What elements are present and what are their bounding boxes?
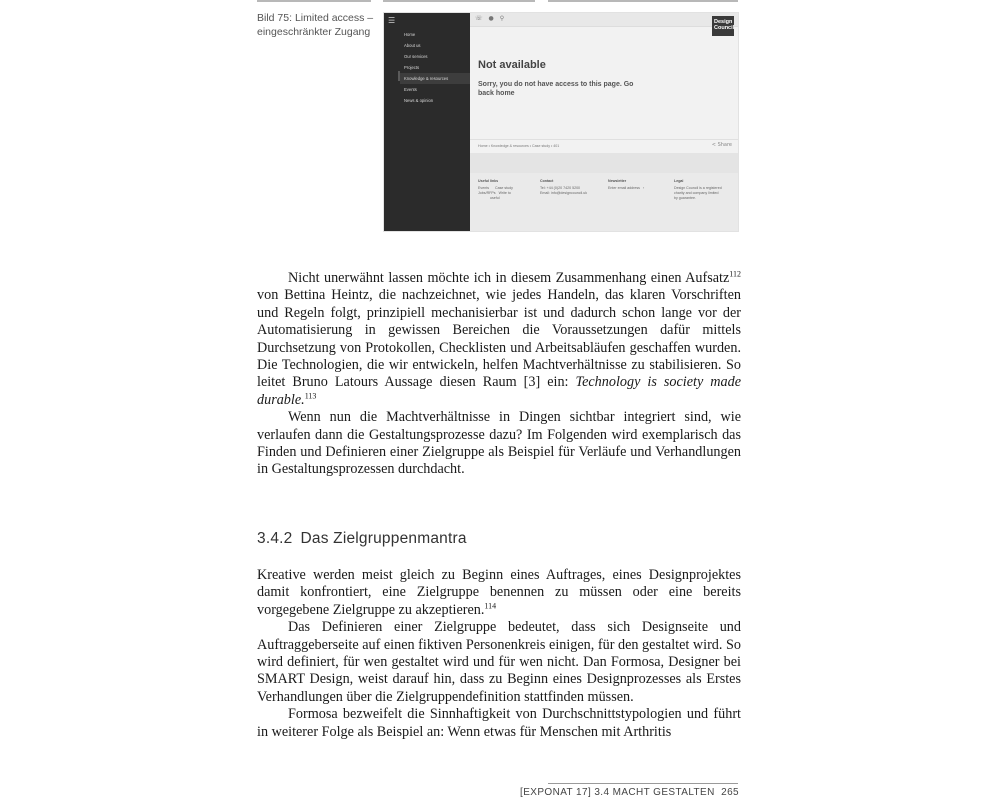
figure-footer-line: Enter email address › (608, 186, 645, 190)
share-icon: < (711, 142, 716, 148)
figure-footer-line: by guarantee. (674, 196, 696, 200)
figure-footer-line: useful (478, 196, 500, 200)
figure-nav-item: Knowledge & resources (400, 73, 470, 84)
figure-footer-line: Email: info@designcouncil.uk (540, 191, 587, 195)
figure-screenshot (383, 12, 739, 232)
figure-heading: Not available (478, 59, 546, 71)
section-title: Das Zielgruppenmantra (300, 530, 467, 547)
figure-footer-line: Jobs/RFPs Write to (478, 191, 511, 195)
design-council-logo: Design Council (712, 16, 734, 36)
figure-nav (400, 29, 470, 106)
paragraph-5: Formosa bezweifelt die Sinnhaftigkeit von Durchschnittstypologien und führt in weiterer Folge als Beispiel an: Wenn etwas für Menschen mit Arthritis (257, 706, 741, 740)
paragraph-4: Das Definieren einer Zielgruppe bedeutet, dass sich Designseite und Auftraggeberseite auf einen fiktiven Personenkreis einigen, für den gestaltet wird. So wird definiert, für wen gestaltet wird und für wen nicht. Dan Formosa, Designer bei SMART Design, weist darauf hin, dass zu Beginn eines Designprozesses als Erstes Verhandlungen über die Zielgruppendefinition stattfinden müssen. (257, 619, 741, 705)
figure-nav-item: Home (404, 32, 416, 37)
paragraph-1: Nicht unerwähnt lassen möchte ich in diesem Zusammenhang einen Aufsatz$^{112}$ von Bettina Heintz, die nachzeichnet, wie jedes Handeln, das klaren Vorschriften und Regeln folgt, prinzipiell mechanisierbar ist und dadurch schon lange vor der Automatisierung in gewissen Bereichen die Voraussetzungen dafür mittels Durchsetzung von Protokollen, Checklisten und Arbeitsabläufen geschaffen wurden. Die Technologien, die wir entwickeln, helfen Machtverhältnisse zu stabilisieren. So leitet Bruno Latours Aussage diesen Raum [3] ein: Technology is society made durable.$^{113}$ (257, 269, 742, 408)
search-icon: ⚲ (499, 15, 511, 22)
figure-sidebar (384, 13, 470, 231)
page-number: 265 (721, 787, 739, 798)
top-rule-mid (383, 0, 535, 2)
body-text-upper (257, 270, 741, 479)
figure-footer-column (540, 179, 587, 196)
figure-nav-item: Our services (404, 54, 428, 59)
caption-line-1: Bild 75: Limited access – (257, 12, 374, 24)
paragraph-2: Wenn nun die Machtverhältnisse in Dingen sichtbar integriert sind, wie verlaufen dann die Gestaltungsprozesse dazu? Im Folgenden wird exemplarisch das Finden und Definieren einer Zielgruppe als Beispiel für Verläufe und Verhandlungen in Gestaltungsprozessen durchdacht. (257, 409, 741, 478)
top-rule-right (548, 0, 738, 2)
figure-caption (257, 12, 377, 39)
footer-rule (548, 783, 738, 784)
figure-nav-item: Events (404, 87, 417, 92)
figure-nav-item: News & opinion (404, 98, 434, 103)
user-icon: ● (488, 15, 500, 22)
body-text-lower (257, 567, 741, 741)
paragraph-3: Kreative werden meist gleich zu Beginn eines Auftrages, eines Designprojektes damit konfrontiert, eine Zielgruppe benennen zu müssen oder eine bereits vorgegebene Zielgruppe zu akzeptieren.$^{114}$ (257, 567, 741, 618)
menu-icon: ☰ (388, 16, 396, 25)
figure-message: Sorry, you do not have access to this page. Go back home (478, 81, 634, 97)
figure-breadcrumb: Home • Knowledge & resources • Case study • 401 (478, 144, 560, 148)
section-heading (257, 530, 467, 548)
figure-top-icons (475, 15, 510, 22)
figure-footer-heading: Useful links (478, 179, 499, 183)
figure-footer-heading: Newsletter (608, 179, 627, 183)
figure-footer-band (470, 153, 739, 173)
phone-icon: ☏ (475, 15, 489, 22)
top-rule-left (257, 0, 371, 2)
figure-nav-item: About us (404, 43, 421, 48)
figure-footer-heading: Legal (674, 179, 684, 183)
figure-footer-line: Tel: +44 (0)20 7420 5200 (540, 186, 581, 190)
figure-footer-column (478, 179, 513, 201)
figure-footer-line: Design Council is a registered (674, 186, 722, 190)
section-number: 3.4.2 (257, 530, 293, 547)
figure-share: < Share (711, 142, 732, 148)
figure-footer-line: Events Case study (478, 186, 513, 190)
figure-footer-line: charity and company limited (674, 191, 719, 195)
figure-footer-column (608, 179, 644, 191)
figure-topbar (470, 13, 739, 27)
caption-line-2: eingeschränkter Zugang (257, 25, 371, 38)
figure-footer-column (674, 179, 722, 201)
figure-main (470, 13, 739, 231)
running-footer (520, 787, 739, 798)
running-head: [EXPONAT 17] 3.4 MACHT GESTALTEN (520, 787, 715, 798)
figure-footer-heading: Contact (540, 179, 554, 183)
figure-nav-item: Projects (404, 65, 420, 70)
